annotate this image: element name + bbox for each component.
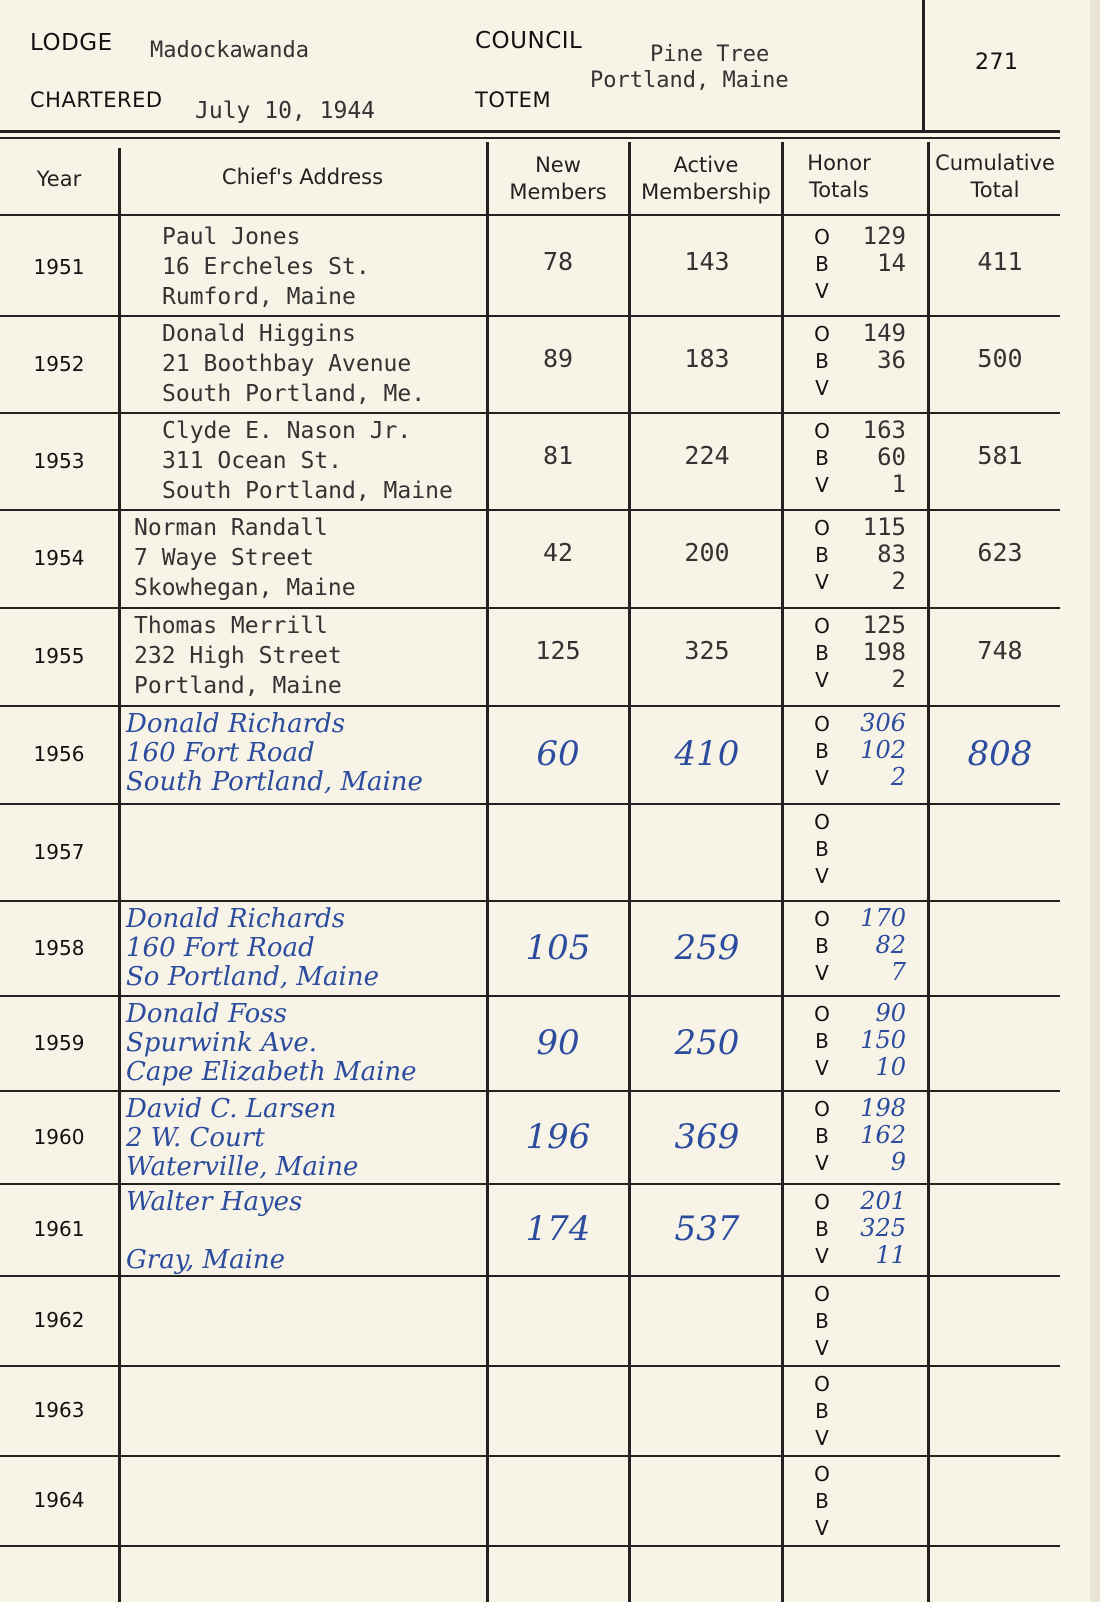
row-honor-b-value: 36 (877, 346, 906, 374)
row-address-line: 2 W. Court (126, 1123, 265, 1153)
row-address-line: 16 Ercheles St. (162, 254, 370, 280)
row-year: 1959 (33, 1030, 85, 1055)
row-year: 1963 (33, 1398, 85, 1422)
row-rule (0, 705, 1060, 707)
row-address-line: Clyde E. Nason Jr. (162, 418, 412, 444)
row-honor-v-value: 2 (890, 763, 906, 791)
row-new-members: 174 (525, 1209, 591, 1249)
row-address-line: Paul Jones (162, 224, 301, 250)
divider-year (118, 148, 121, 1602)
row-honor-o-letter: O (814, 225, 830, 249)
row-address-line: Donald Richards (126, 709, 346, 739)
row-rule (0, 803, 1060, 805)
row-honor-v-letter: V (815, 1426, 829, 1450)
row-honor-b-letter: B (815, 1399, 829, 1423)
row-honor-v-letter: V (815, 864, 829, 888)
row-honor-o-letter: O (814, 1002, 830, 1026)
row-honor-o-letter: O (814, 810, 830, 834)
row-honor-b-letter: B (815, 446, 829, 470)
row-honor-b-letter: B (815, 934, 829, 958)
row-rule (0, 1183, 1060, 1185)
council-value-line2: Portland, Maine (590, 68, 789, 93)
row-honor-b-letter: B (815, 349, 829, 373)
row-active-membership: 259 (674, 927, 740, 968)
row-cumulative-total: 748 (977, 636, 1023, 665)
row-honor-v-letter: V (815, 570, 829, 594)
row-active-membership: 369 (674, 1116, 740, 1157)
row-honor-b-letter: B (815, 252, 829, 276)
row-cumulative-total: 808 (967, 734, 1033, 774)
row-year: 1953 (33, 448, 85, 473)
row-rule (0, 1090, 1060, 1092)
row-honor-b-value: 325 (860, 1214, 906, 1242)
row-rule (0, 1455, 1060, 1457)
row-rule (0, 900, 1060, 902)
row-honor-v-letter: V (815, 1244, 829, 1268)
row-honor-v-letter: V (815, 1151, 829, 1175)
row-active-membership: 325 (684, 636, 730, 665)
row-address-line: Donald Foss (126, 999, 287, 1029)
col-new-members-line2: Members (509, 180, 607, 204)
row-honor-o-value: 115 (862, 513, 906, 541)
row-honor-v-value: 2 (891, 567, 906, 595)
row-rule (0, 607, 1060, 609)
row-honor-o-letter: O (814, 1282, 830, 1306)
row-honor-v-value: 7 (890, 958, 906, 986)
row-rule (0, 1275, 1060, 1277)
row-address-line: David C. Larsen (126, 1094, 337, 1124)
row-new-members: 125 (535, 636, 581, 665)
row-honor-b-letter: B (815, 641, 829, 665)
row-address-line: South Portland, Me. (162, 381, 426, 407)
row-honor-b-value: 14 (877, 249, 906, 277)
row-rule (0, 1365, 1060, 1367)
row-year: 1952 (33, 351, 85, 376)
row-honor-b-letter: B (815, 1309, 829, 1333)
col-cumulative-line1: Cumulative (935, 151, 1055, 175)
row-cumulative-total: 623 (977, 538, 1023, 567)
row-address-line: So Portland, Maine (126, 962, 380, 992)
row-active-membership: 183 (684, 343, 730, 373)
row-rule (0, 412, 1060, 414)
row-address-line: Spurwink Ave. (126, 1028, 318, 1058)
header-divider (922, 0, 925, 130)
row-address-line: South Portland, Maine (126, 767, 423, 797)
row-new-members: 196 (525, 1116, 591, 1157)
row-honor-o-value: 163 (862, 416, 906, 444)
col-honor-totals (784, 150, 894, 204)
row-rule (0, 509, 1060, 511)
row-new-members: 90 (536, 1022, 580, 1063)
row-active-membership: 143 (684, 246, 730, 276)
row-honor-v-value: 10 (875, 1053, 906, 1081)
row-new-members: 81 (542, 440, 574, 470)
row-cumulative-total: 411 (977, 246, 1023, 276)
col-honor-line1: Honor (807, 151, 871, 175)
row-address-line: Waterville, Maine (126, 1152, 359, 1182)
row-honor-o-value: 201 (860, 1187, 906, 1215)
divider-address (486, 142, 489, 1602)
row-honor-b-value: 198 (862, 638, 906, 666)
row-honor-b-value: 102 (860, 736, 906, 764)
row-address-line: Walter Hayes (126, 1187, 303, 1217)
row-year: 1958 (33, 935, 85, 960)
col-new-members (488, 152, 628, 206)
col-active-line2: Membership (641, 180, 771, 204)
row-new-members: 78 (542, 246, 574, 276)
row-honor-b-letter: B (815, 837, 829, 861)
row-address-line: South Portland, Maine (162, 478, 453, 504)
row-honor-o-letter: O (814, 712, 830, 736)
row-honor-v-letter: V (815, 279, 829, 303)
row-honor-o-value: 306 (860, 709, 906, 737)
row-honor-o-value: 129 (862, 222, 906, 250)
row-cumulative-total: 500 (977, 343, 1023, 373)
row-address-line: Donald Richards (126, 904, 346, 934)
row-address-line: Rumford, Maine (162, 284, 356, 310)
row-honor-v-letter: V (815, 1336, 829, 1360)
row-honor-b-letter: B (815, 1029, 829, 1053)
col-cumulative-total (930, 150, 1060, 204)
row-honor-b-letter: B (815, 1217, 829, 1241)
row-address-line: Gray, Maine (126, 1245, 286, 1275)
col-new-members-line1: New (535, 153, 581, 177)
row-honor-o-value: 90 (875, 999, 906, 1027)
row-honor-o-value: 125 (862, 611, 906, 639)
row-honor-v-letter: V (815, 1516, 829, 1540)
row-honor-o-value: 198 (860, 1094, 906, 1122)
col-cumulative-line2: Total (970, 178, 1020, 202)
lodge-label: LODGE (30, 30, 113, 56)
row-honor-b-letter: B (815, 543, 829, 567)
row-honor-v-letter: V (815, 376, 829, 400)
row-active-membership: 537 (674, 1209, 740, 1249)
divider-active (781, 142, 784, 1602)
col-honor-line2: Totals (809, 178, 869, 202)
row-honor-b-value: 82 (875, 931, 906, 959)
row-address-line: Donald Higgins (162, 321, 356, 347)
row-honor-v-letter: V (815, 766, 829, 790)
column-header-rule (0, 214, 1060, 216)
col-active-line1: Active (673, 153, 739, 177)
row-honor-b-letter: B (815, 739, 829, 763)
row-honor-o-letter: O (814, 1462, 830, 1486)
row-honor-b-letter: B (815, 1124, 829, 1148)
totem-label: TOTEM (475, 88, 552, 112)
col-address: Chief's Address (221, 165, 384, 189)
row-new-members: 42 (542, 538, 574, 567)
row-honor-v-letter: V (815, 961, 829, 985)
col-year: Year (36, 167, 82, 191)
row-honor-o-letter: O (814, 322, 830, 346)
divider-honor (927, 142, 930, 1602)
header-rule-2 (0, 137, 1060, 139)
row-rule (0, 315, 1060, 317)
row-honor-o-letter: O (814, 419, 830, 443)
row-honor-b-value: 150 (860, 1026, 906, 1054)
row-address-line: 232 High Street (134, 643, 342, 669)
row-address-line: Norman Randall (134, 515, 328, 541)
row-year: 1960 (33, 1124, 85, 1149)
row-honor-v-value: 11 (875, 1241, 906, 1269)
row-active-membership: 250 (674, 1022, 740, 1063)
row-year: 1962 (33, 1308, 85, 1332)
row-address-line: 160 Fort Road (126, 738, 315, 768)
row-honor-b-value: 83 (877, 540, 906, 568)
row-honor-o-letter: O (814, 1097, 830, 1121)
row-address-line: 160 Fort Road (126, 933, 315, 963)
row-rule (0, 995, 1060, 997)
row-honor-o-letter: O (814, 907, 830, 931)
row-active-membership: 200 (684, 538, 730, 567)
row-honor-o-letter: O (814, 1372, 830, 1396)
row-year: 1951 (33, 254, 85, 279)
row-new-members: 89 (542, 343, 574, 373)
card-number: 271 (975, 50, 1019, 75)
chartered-label: CHARTERED (30, 88, 163, 112)
row-honor-v-value: 2 (891, 665, 906, 693)
row-address-line: 7 Waye Street (134, 545, 315, 571)
header-rule (0, 130, 1060, 133)
row-honor-v-letter: V (815, 668, 829, 692)
divider-new (628, 142, 631, 1602)
row-honor-v-value: 9 (890, 1148, 906, 1176)
row-honor-b-value: 60 (877, 443, 906, 471)
row-honor-o-value: 170 (860, 904, 906, 932)
council-label: COUNCIL (475, 28, 583, 54)
lodge-value: Madockawanda (150, 38, 309, 63)
col-active-membership (630, 152, 782, 206)
row-address-line: Skowhegan, Maine (134, 575, 356, 601)
row-year: 1954 (33, 546, 85, 570)
row-year: 1964 (33, 1488, 85, 1512)
row-year: 1955 (33, 644, 85, 668)
chartered-value: July 10, 1944 (195, 98, 376, 124)
row-honor-o-letter: O (814, 614, 830, 638)
row-rule (0, 1545, 1060, 1547)
row-active-membership: 410 (674, 734, 740, 774)
row-address-line: 21 Boothbay Avenue (162, 351, 412, 377)
row-address-line: Portland, Maine (134, 673, 342, 699)
row-year: 1961 (33, 1217, 85, 1241)
council-value-line1: Pine Tree (650, 42, 770, 67)
row-honor-o-value: 149 (862, 319, 906, 347)
row-honor-v-letter: V (815, 1056, 829, 1080)
row-address-line: 311 Ocean St. (162, 448, 343, 474)
row-active-membership: 224 (684, 440, 730, 470)
row-honor-o-letter: O (814, 516, 830, 540)
row-cumulative-total: 581 (977, 440, 1023, 470)
row-year: 1957 (33, 839, 85, 864)
row-new-members: 105 (525, 927, 591, 968)
row-honor-b-letter: B (815, 1489, 829, 1513)
row-address-line: Cape Elizabeth Maine (126, 1057, 417, 1087)
row-honor-v-letter: V (815, 473, 829, 497)
row-honor-v-value: 1 (891, 470, 906, 498)
row-year: 1956 (33, 742, 85, 766)
row-honor-o-letter: O (814, 1190, 830, 1214)
row-honor-b-value: 162 (860, 1121, 906, 1149)
row-new-members: 60 (536, 734, 580, 774)
row-address-line: Thomas Merrill (134, 613, 328, 639)
